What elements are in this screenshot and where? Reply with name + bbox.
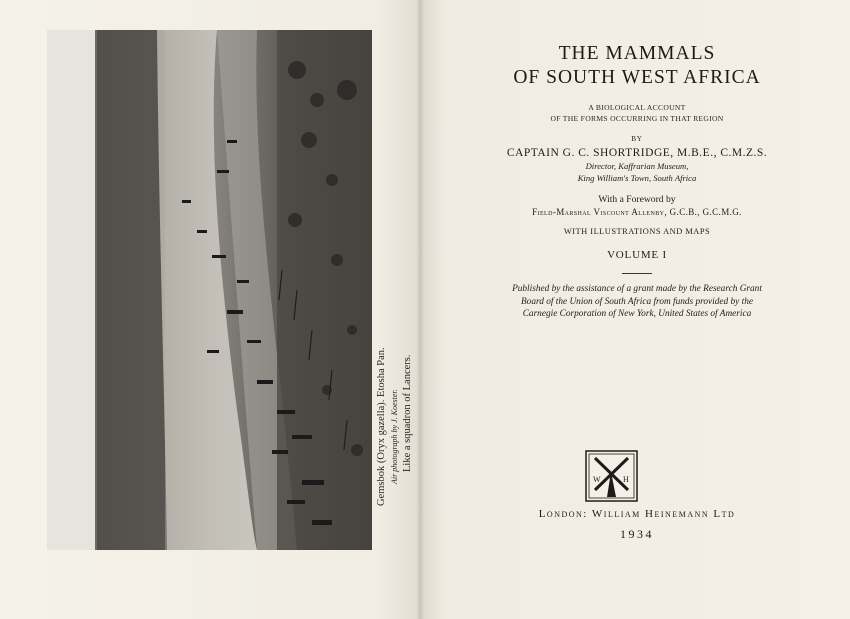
foreword-label: With a Foreword by	[598, 194, 676, 205]
author-role-1: Director, Kaffrarian Museum,	[585, 161, 689, 171]
book-title-line-2: OF SOUTH WEST AFRICA	[513, 67, 761, 88]
caption-line-3: Like a squadron of Lancers.	[402, 354, 413, 472]
illustrations-note: WITH ILLUSTRATIONS AND MAPS	[563, 227, 711, 236]
by-label: BY	[631, 135, 643, 143]
published-note-line-3: Carnegie Corporation of New York, United States of America	[522, 309, 752, 319]
title-block	[452, 42, 822, 321]
author-role-2: King William's Town, South Africa	[577, 173, 697, 183]
heinemann-windmill-logo-icon	[585, 450, 638, 502]
author-name: CAPTAIN G. C. SHORTRIDGE, M.B.E., C.M.Z.S.	[506, 147, 768, 159]
published-note-line-1: Published by the assistance of a grant made by the Research Grant	[512, 284, 762, 294]
publisher-block	[452, 506, 822, 542]
frontispiece-photograph	[47, 30, 372, 550]
subtitle-line-1: A BIOLOGICAL ACCOUNT	[588, 103, 686, 112]
rule-divider	[622, 273, 652, 274]
book-title-line-1: THE MAMMALS	[558, 43, 716, 64]
foreword-author: Field-Marshal Viscount Allenby, G.C.B., G.C.M.G.	[532, 207, 742, 217]
logo-letter-w: W	[593, 475, 601, 484]
subtitle-line-2: OF THE FORMS OCCURRING IN THAT REGION	[550, 114, 724, 123]
caption-photo-credit: Air photograph by J. Koester.	[390, 389, 399, 484]
volume-number: VOLUME I	[607, 249, 667, 261]
publisher-name: London: William Heinemann Ltd	[538, 508, 736, 520]
publication-year: 1934	[620, 527, 654, 541]
logo-letter-h: H	[623, 475, 629, 484]
frontispiece-caption	[375, 70, 425, 510]
caption-line-1: Gemsbok (Oryx gazella). Etosha Pan.	[376, 347, 387, 506]
published-note-line-2: Board of the Union of South Africa from funds provided by the	[521, 296, 753, 307]
